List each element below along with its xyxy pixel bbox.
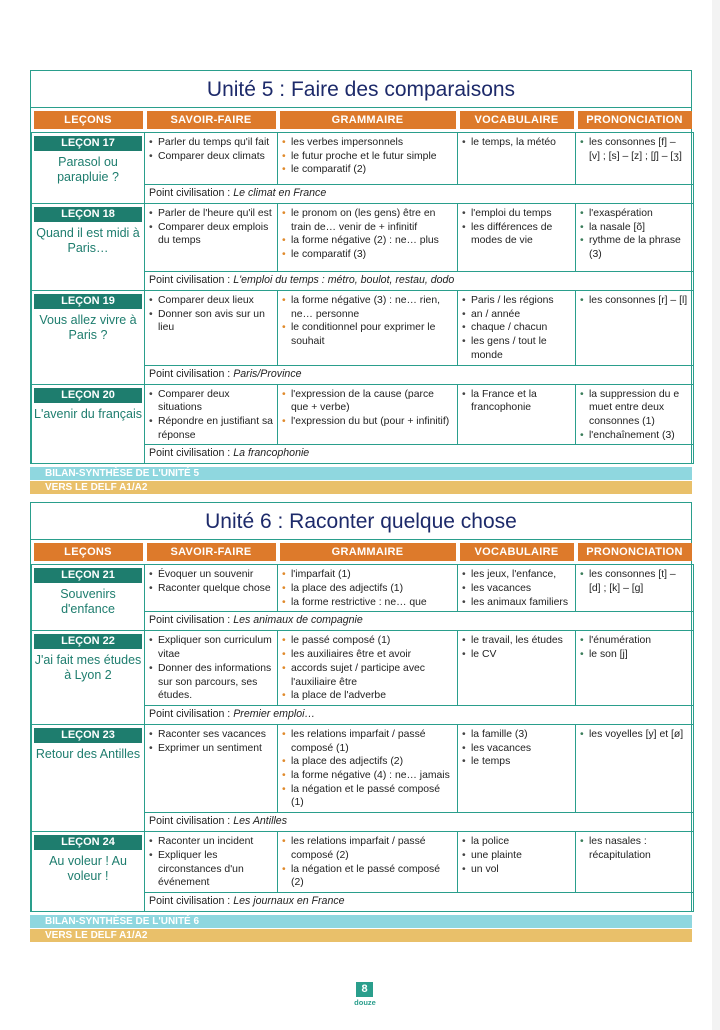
lesson-row <box>32 565 694 612</box>
lesson-badge: LEÇON 21 <box>34 568 142 583</box>
vocabulaire-item: • le temps <box>462 755 571 769</box>
lesson-badge: LEÇON 22 <box>34 634 142 649</box>
savoir-faire-item: • Donner son avis sur un lieu <box>149 308 273 335</box>
header-savoir-faire: SAVOIR-FAIRE <box>147 111 276 129</box>
header-vocabulaire: VOCABULAIRE <box>460 543 574 561</box>
prononciation-item: • l'énumération <box>580 634 689 648</box>
grammaire-item: • les auxiliaires être et avoir <box>282 648 453 662</box>
unit-table <box>31 108 694 464</box>
lesson-row <box>32 291 694 366</box>
prononciation-item: • la nasale [õ] <box>580 221 689 235</box>
grammaire-item: • la place de l'adverbe <box>282 689 453 703</box>
vocabulaire-item: • chaque / chacun <box>462 321 571 335</box>
header-lecons: LEÇONS <box>34 111 143 129</box>
prononciation-item: • les nasales : récapitulation <box>580 835 689 862</box>
lesson-title: Au voleur ! Au voleur ! <box>49 854 127 884</box>
grammaire-item: • l'imparfait (1) <box>282 568 453 582</box>
grammaire-item: • l'expression du but (pour + infinitif) <box>282 415 453 429</box>
prononciation-item: • les consonnes [t] – [d] ; [k] – [g] <box>580 568 689 595</box>
bilan-bars <box>30 467 692 494</box>
lesson-title: Quand il est midi à Paris… <box>36 226 140 255</box>
savoir-faire-item: • Comparer deux lieux <box>149 294 273 308</box>
vocabulaire-item: • la police <box>462 835 571 849</box>
savoir-faire-item: • Évoquer un souvenir <box>149 568 273 582</box>
unit-table <box>31 540 694 912</box>
civ-label: Point civilisation : <box>149 894 231 907</box>
lesson-title: J'ai fait mes études à Lyon 2 <box>34 653 142 683</box>
civ-value: Le climat en France <box>233 187 327 199</box>
grammaire-item: • le passé composé (1) <box>282 634 453 648</box>
vocabulaire-item: • an / année <box>462 308 571 322</box>
vocabulaire-item: • l'emploi du temps <box>462 207 571 221</box>
delf-bar: VERS LE DELF A1/A2 <box>30 481 692 494</box>
lesson-title: Parasol ou parapluie ? <box>57 155 119 184</box>
savoir-faire-item: • Raconter quelque chose <box>149 582 273 596</box>
savoir-faire-item: • Comparer deux situations <box>149 388 273 415</box>
prononciation-item: • l'enchaînement (3) <box>580 429 689 443</box>
lesson-badge: LEÇON 19 <box>34 294 142 309</box>
civ-label: Point civilisation : <box>149 614 231 627</box>
savoir-faire-item: • Expliquer les circonstances d'un événement <box>149 849 273 890</box>
lesson-badge: LEÇON 18 <box>34 207 142 222</box>
unit-title: Unité 6 : Raconter quelque chose <box>31 503 691 540</box>
grammaire-item: • le futur proche et le futur simple <box>282 150 453 164</box>
grammaire-item: • le conditionnel pour exprimer le souhait <box>282 321 453 348</box>
header-grammaire: GRAMMAIRE <box>280 111 456 129</box>
lesson-title: Souvenirs d'enfance <box>60 587 116 617</box>
vocabulaire-item: • le travail, les études <box>462 634 571 648</box>
civ-label: Point civilisation : <box>149 187 231 199</box>
grammaire-item: • la forme restrictive : ne… que <box>282 596 453 610</box>
civ-value: Premier emploi… <box>233 707 316 720</box>
grammaire-item: • l'expression de la cause (parce que + verbe) <box>282 388 453 415</box>
lesson-title: L'avenir du français <box>34 406 143 421</box>
prononciation-item: • l'exaspération <box>580 207 689 221</box>
lesson-row <box>32 832 694 893</box>
header-prononciation: PRONONCIATION <box>578 111 692 129</box>
grammaire-item: • les relations imparfait / passé composé (1) <box>282 728 453 755</box>
prononciation-item: • la suppression du e muet entre deux consonnes (1) <box>580 388 689 429</box>
savoir-faire-item: • Raconter ses vacances <box>149 728 273 742</box>
vocabulaire-item: • les vacances <box>462 582 571 596</box>
prononciation-item: • les consonnes [f] – [v] ; [s] – [z] ; [ʃ] – [ʒ] <box>580 136 689 163</box>
vocabulaire-item: • le temps, la météo <box>462 136 571 150</box>
prononciation-item: • le son [j] <box>580 648 689 662</box>
bilan-synthese-bar: BILAN-SYNTHÈSE DE L'UNITÉ 6 <box>30 915 692 928</box>
savoir-faire-item: • Comparer deux emplois du temps <box>149 221 273 248</box>
prononciation-item: • les consonnes [r] – [l] <box>580 294 689 308</box>
lesson-row <box>32 724 694 812</box>
grammaire-item: • la négation et le passé composé (2) <box>282 863 453 890</box>
lesson-title: Retour des Antilles <box>35 746 141 761</box>
grammaire-item: • la place des adjectifs (1) <box>282 582 453 596</box>
vocabulaire-item: • les animaux familiers <box>462 596 571 610</box>
savoir-faire-item: • Parler du temps qu'il fait <box>149 136 273 150</box>
savoir-faire-item: • Exprimer un sentiment <box>149 742 273 756</box>
unit-title: Unité 5 : Faire des comparaisons <box>31 71 691 108</box>
savoir-faire-item: • Répondre en justifiant sa réponse <box>149 415 273 442</box>
header-savoir-faire: SAVOIR-FAIRE <box>147 543 276 561</box>
header-lecons: LEÇONS <box>34 543 143 561</box>
civ-value: Les journaux en France <box>233 894 345 907</box>
unit-5 <box>30 70 692 494</box>
civ-label: Point civilisation : <box>149 447 231 460</box>
civ-value: Paris/Province <box>233 367 302 380</box>
grammaire-item: • la forme négative (3) : ne… rien, ne… personne <box>282 294 453 321</box>
header-row <box>32 540 694 565</box>
civ-value: Les animaux de compagnie <box>233 614 363 627</box>
grammaire-item: • les verbes impersonnels <box>282 136 453 150</box>
grammaire-item: • la forme négative (2) : ne… plus <box>282 234 453 248</box>
grammaire-item: • le pronom on (les gens) être en train de… venir de + infinitif <box>282 207 453 234</box>
prononciation-item: • les voyelles [y] et [ø] <box>580 728 689 742</box>
prononciation-item: • rythme de la phrase (3) <box>580 234 689 261</box>
lesson-row <box>32 133 694 185</box>
vocabulaire-item: • les vacances <box>462 742 571 756</box>
civ-label: Point civilisation : <box>149 707 231 720</box>
vocabulaire-item: • les jeux, l'enfance, <box>462 568 571 582</box>
header-prononciation: PRONONCIATION <box>578 543 692 561</box>
savoir-faire-item: • Parler de l'heure qu'il est <box>149 207 273 221</box>
header-grammaire: GRAMMAIRE <box>280 543 456 561</box>
civ-label: Point civilisation : <box>149 274 231 286</box>
bilan-bars <box>30 915 692 942</box>
page-number-word: douze <box>354 998 376 1007</box>
grammaire-item: • le comparatif (3) <box>282 248 453 262</box>
vocabulaire-item: • le CV <box>462 648 571 662</box>
civ-value: Les Antilles <box>233 815 287 828</box>
header-row <box>32 108 694 133</box>
vocabulaire-item: • un vol <box>462 863 571 877</box>
unit-6 <box>30 502 692 942</box>
civ-label: Point civilisation : <box>149 367 231 380</box>
lesson-badge: LEÇON 17 <box>34 136 142 151</box>
savoir-faire-item: • Comparer deux climats <box>149 150 273 164</box>
page <box>30 70 692 942</box>
grammaire-item: • accords sujet / participe avec l'auxiliaire être <box>282 662 453 689</box>
vocabulaire-item: • les différences de modes de vie <box>462 221 571 248</box>
page-number: 8 <box>356 982 373 997</box>
grammaire-item: • la forme négative (4) : ne… jamais <box>282 769 453 783</box>
vocabulaire-item: • la famille (3) <box>462 728 571 742</box>
bilan-synthese-bar: BILAN-SYNTHÈSE DE L'UNITÉ 5 <box>30 467 692 480</box>
savoir-faire-item: • Donner des informations sur son parcours, ses études. <box>149 662 273 703</box>
vocabulaire-item: • la France et la francophonie <box>462 388 571 415</box>
lesson-row <box>32 204 694 272</box>
delf-bar: VERS LE DELF A1/A2 <box>30 929 692 942</box>
savoir-faire-item: • Expliquer son curriculum vitae <box>149 634 273 661</box>
grammaire-item: • les relations imparfait / passé composé (2) <box>282 835 453 862</box>
civ-value: La francophonie <box>233 447 310 460</box>
lesson-badge: LEÇON 23 <box>34 728 142 743</box>
vocabulaire-item: • Paris / les régions <box>462 294 571 308</box>
lesson-row <box>32 384 694 445</box>
grammaire-item: • la place des adjectifs (2) <box>282 755 453 769</box>
savoir-faire-item: • Raconter un incident <box>149 835 273 849</box>
vocabulaire-item: • les gens / tout le monde <box>462 335 571 362</box>
lesson-row <box>32 631 694 706</box>
lesson-title: Vous allez vivre à Paris ? <box>39 313 137 342</box>
header-vocabulaire: VOCABULAIRE <box>460 111 574 129</box>
lesson-badge: LEÇON 24 <box>34 835 142 850</box>
grammaire-item: • la négation et le passé composé (1) <box>282 783 453 810</box>
page-edge <box>712 0 720 1030</box>
civ-value: L'emploi du temps : métro, boulot, restau, dodo <box>233 274 455 286</box>
vocabulaire-item: • une plainte <box>462 849 571 863</box>
lesson-badge: LEÇON 20 <box>34 388 142 403</box>
civ-label: Point civilisation : <box>149 815 231 828</box>
grammaire-item: • le comparatif (2) <box>282 163 453 177</box>
